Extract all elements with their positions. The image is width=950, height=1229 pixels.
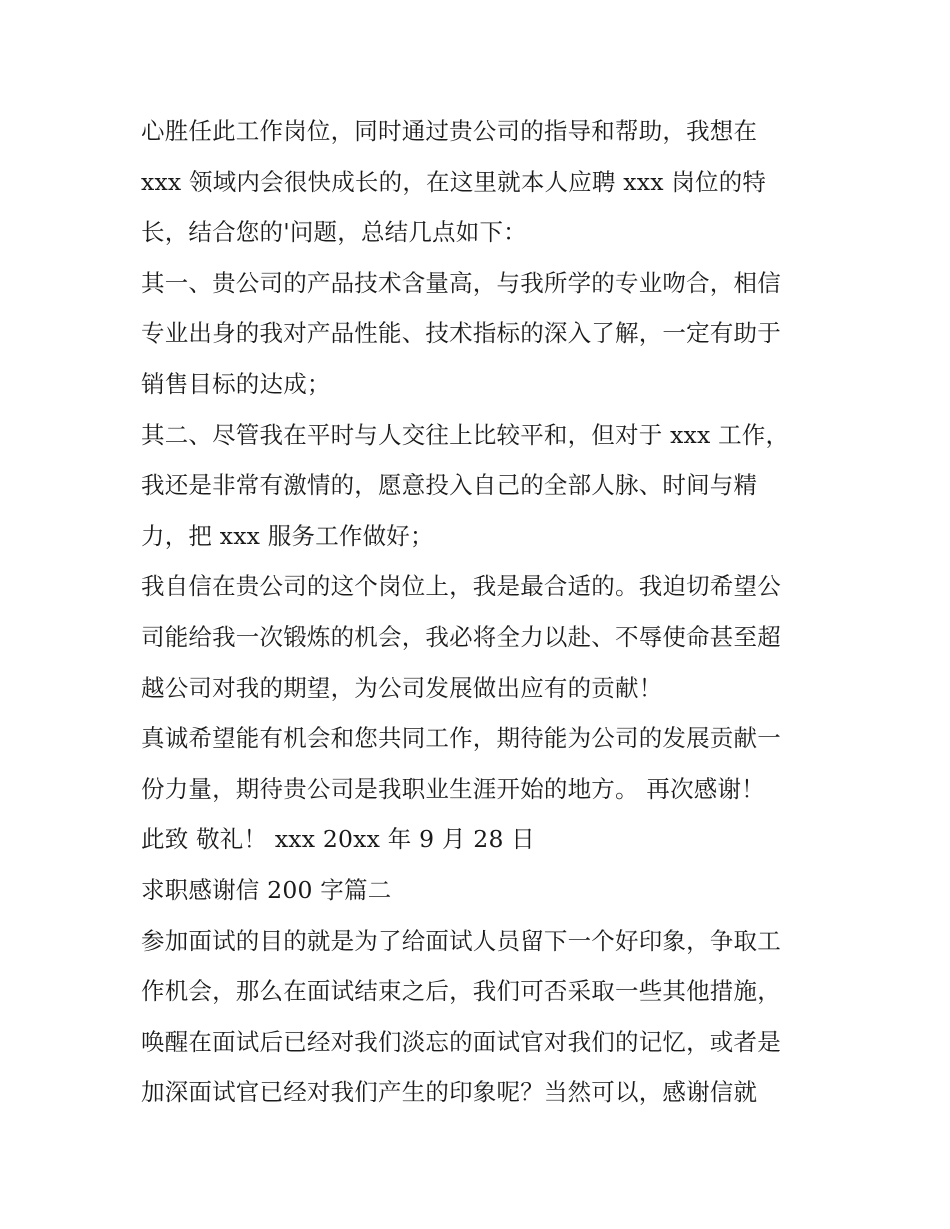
text-line: 作机会，那么在面试结束之后，我们可否采取一些其他措施， [141, 977, 781, 1006]
text-line: 心胜任此工作岗位，同时通过贵公司的指导和帮助，我想在 [141, 117, 758, 145]
document-body [141, 106, 821, 1118]
text-line: 司能给我一次锻炼的机会，我必将全力以赴、不辱使命甚至超 [141, 622, 781, 651]
text-line: 我自信在贵公司的这个岗位上，我是最合适的。我迫切希望公 [141, 572, 781, 601]
text-line: 加深面试官已经对我们产生的印象呢？当然可以，感谢信就 [141, 1078, 758, 1107]
text-line: 力，把 xxx 服务工作做好； [141, 521, 434, 550]
text-line: 其一、贵公司的产品技术含量高，与我所学的专业吻合，相信 [141, 268, 781, 297]
text-line: 我还是非常有激情的，愿意投入自己的全部人脉、时间与精 [141, 471, 758, 500]
closing-line: 此致 敬礼！ xxx 20xx 年 9 月 28 日 [141, 825, 535, 854]
text-line: 销售目标的达成； [141, 369, 331, 398]
text-line: 参加面试的目的就是为了给面试人员留下一个好印象，争取工 [141, 926, 781, 955]
text-line: 份力量，期待贵公司是我职业生涯开始的地方。 再次感谢！ [141, 774, 765, 803]
text-line: 越公司对我的期望，为公司发展做出应有的贡献！ [141, 673, 663, 702]
text-line: 长，结合您的'问题，总结几点如下： [141, 218, 527, 247]
text-line: 专业出身的我对产品性能、技术指标的深入了解，一定有助于 [141, 319, 781, 348]
text-line: 唤醒在面试后已经对我们淡忘的面试官对我们的记忆，或者是 [141, 1027, 781, 1056]
text-line: 其二、尽管我在平时与人交往上比较平和，但对于 xxx 工作， [141, 420, 790, 449]
text-line: 真诚希望能有机会和您共同工作，期待能为公司的发展贡献一 [141, 724, 781, 753]
section-heading: 求职感谢信 200 字篇二 [141, 875, 392, 904]
text-line: xxx 领域内会很快成长的，在这里就本人应聘 xxx 岗位的特 [141, 167, 767, 196]
